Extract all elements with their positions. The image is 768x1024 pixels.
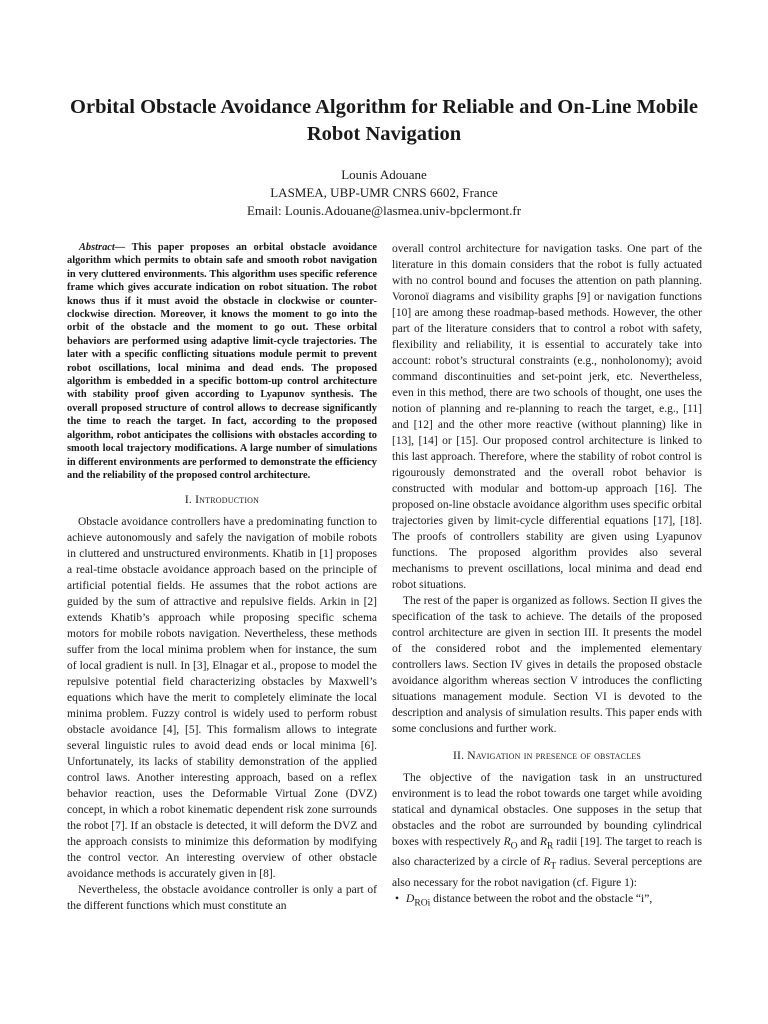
section-heading-navigation: II. Navigation in presence of obstacles [452, 749, 642, 762]
right-column [392, 241, 702, 911]
symbol-r-t: R [543, 856, 551, 869]
paper-title [40, 94, 728, 148]
nav-text-a: The objective of the navigation task in an unstructured environment is to lead the robot towards one target while avoiding statical and dynamical obstacles. One supposes in the setup that obstacles and the robot are surrounded by bounding cylindrical boxes with respectively [392, 772, 702, 848]
abstract-text: This paper proposes an orbital obstacle avoidance algorithm which permits to obtain safe and smooth robot navigation in very cluttered environments. This algorithm uses specific reference frame which gives accurate indication on robot situation. The robot knows thus if it must avoid the obstacle in clockwise or counter-clockwise direction. Moreover, it knows the moment to go into the orbit of the obstacle and the moment to go out. These orbital behaviors are performed using adaptive limit-cycle trajectories. The later with a specific conflicting situations module permit to prevent robot oscillations, local minima and dead ends. The proposed algorithm is embedded in a specific bottom-up control architecture with stability proof given according to Lyapunov synthesis. The overall proposed structure of control allows to decrease significantly the time to reach the target. In fact, according to the proposed algorithm, robot anticipates the collisions with obstacles according to smooth local trajectory modifications. A large number of simulations in different environments are performed to demonstrate the efficiency and the reliability of the proposed control architecture. [67, 242, 377, 481]
intro-paragraph-2: Nevertheless, the obstacle avoidance controller is only a part of the different functions which must constitute an [67, 884, 377, 913]
abstract-lead: Abstract— [79, 242, 126, 253]
abstract [67, 241, 377, 482]
navigation-paragraph-1 [392, 770, 702, 891]
right-paragraph-2: The rest of the paper is organized as follows. Section II gives the specification of the task to achieve. The details of the proposed control architecture are given in section III. It presents the model of the considered robot and the implemented elementary controllers laws. Section IV gives in details the proposed obstacle avoidance algorithm whereas section V introduces the conflicting situations management module. Section VI is devoted to the description and analysis of simulation results. This paper ends with some conclusions and further work. [392, 595, 702, 735]
nav-text-b: and [517, 836, 540, 848]
left-column [67, 241, 377, 914]
nav-text-d: radius. Several perceptions are also necessary for the robot navigation (cf. Figure 1): [392, 856, 702, 889]
author-affiliation: LASMEA, UBP-UMR CNRS 6602, France [270, 185, 498, 200]
symbol-r-t-sub: T [550, 860, 557, 872]
symbol-r-o-sub: O [510, 840, 518, 852]
author-name: Lounis Adouane [341, 167, 427, 182]
symbol-d-roi-sub: ROi [414, 896, 431, 908]
symbol-r-r-sub: R [546, 840, 554, 852]
author-block [40, 166, 728, 220]
intro-paragraph-1: Obstacle avoidance controllers have a predominating function to achieve autonomously and safely the navigation of mobile robots in cluttered and unstructured environments. Khatib in [1] proposes a real-time obstacle avoidance approach based on the principle of artificial potential fields. He assumes that the robot actions are guided by the sum of attractive and repulsive fields. Arkin in [2] extends Khatib’s approach while proposing specific schema motors for mobile robots navigation. Nevertheless, these methods suffer from the local minima problem when for instance, the sum of local gradient is null. In [3], Elnagar et al., propose to model the repulsive potential field characterizing obstacles by Maxwell’s equations which have the merit to completely eliminate the local minima problem. Fuzzy control is widely used to perform robust obstacle avoidance [4], [5]. This formalism allows to integrate several linguistic rules to avoid dead ends or local minima [6]. Unfortunately, its lacks of stability demonstration of the applied control laws. Another interesting approach, based on a reflex behavior reaction, uses the Deformable Virtual Zone (DVZ) concept, in which a robot kinematic dependent risk zone surrounds the robot [7]. If an obstacle is detected, it will deform the DVZ and the approach consists to minimize this deformation by modifying the control vector. An interesting overview of other obstacle avoidance methods is accurately given in [8]. [67, 516, 377, 881]
symbol-d-roi: D [406, 892, 415, 905]
bullet-1-text: distance between the robot and the obstacle “i”, [430, 892, 653, 905]
nav-text-c: radii [19]. The target to reach is also characterized by a circle of [392, 836, 702, 869]
right-paragraph-1: overall control architecture for navigation tasks. One part of the literature in this domain considers that the robot is fully actuated with no control bound and focuses the attention on path planning. Voronoï diagrams and visibility graphs [9] or navigation functions [10] are among these roadmap-based methods. However, the other part of the literature considers that to control a robot with safety, flexibility and reliability, it is essential to accurately take into account: robot’s structural constraints (e.g., nonholonomy); avoid command discontinuities and set-point jerk, etc. Nevertheless, even in this method, there are two schools of thought, one uses the notion of planning and re-planning to reach the target, e.g., [11] and [12] and the other more reactive (without planning) like in [13], [14] or [15]. Our proposed control architecture is linked to this last approach. Therefore, where the stability of robot control is rigourously demonstrated and the overall robot behavior is constructed with modular and bottom-up approach [16]. The proposed on-line obstacle avoidance algorithm uses specific orbital trajectories given by limit-cycle differential equations [17], [18]. The proofs of controllers stability are given using Lyapunov functions. The proposed algorithm provides also several mechanisms to prevent oscillations, local minima and dead end robot situations. [392, 243, 702, 591]
section-heading-introduction: I. Introduction [184, 493, 260, 507]
perception-bullet-1 [392, 891, 702, 911]
symbol-r-o: R [503, 836, 511, 848]
author-email: Email: Lounis.Adouane@lasmea.univ-bpclermont.fr [246, 203, 522, 218]
symbol-r-r: R [539, 836, 547, 848]
title-line-2: Robot Navigation [306, 123, 462, 145]
title-line-1: Orbital Obstacle Avoidance Algorithm for Reliable and On-Line Mobile [70, 96, 698, 118]
